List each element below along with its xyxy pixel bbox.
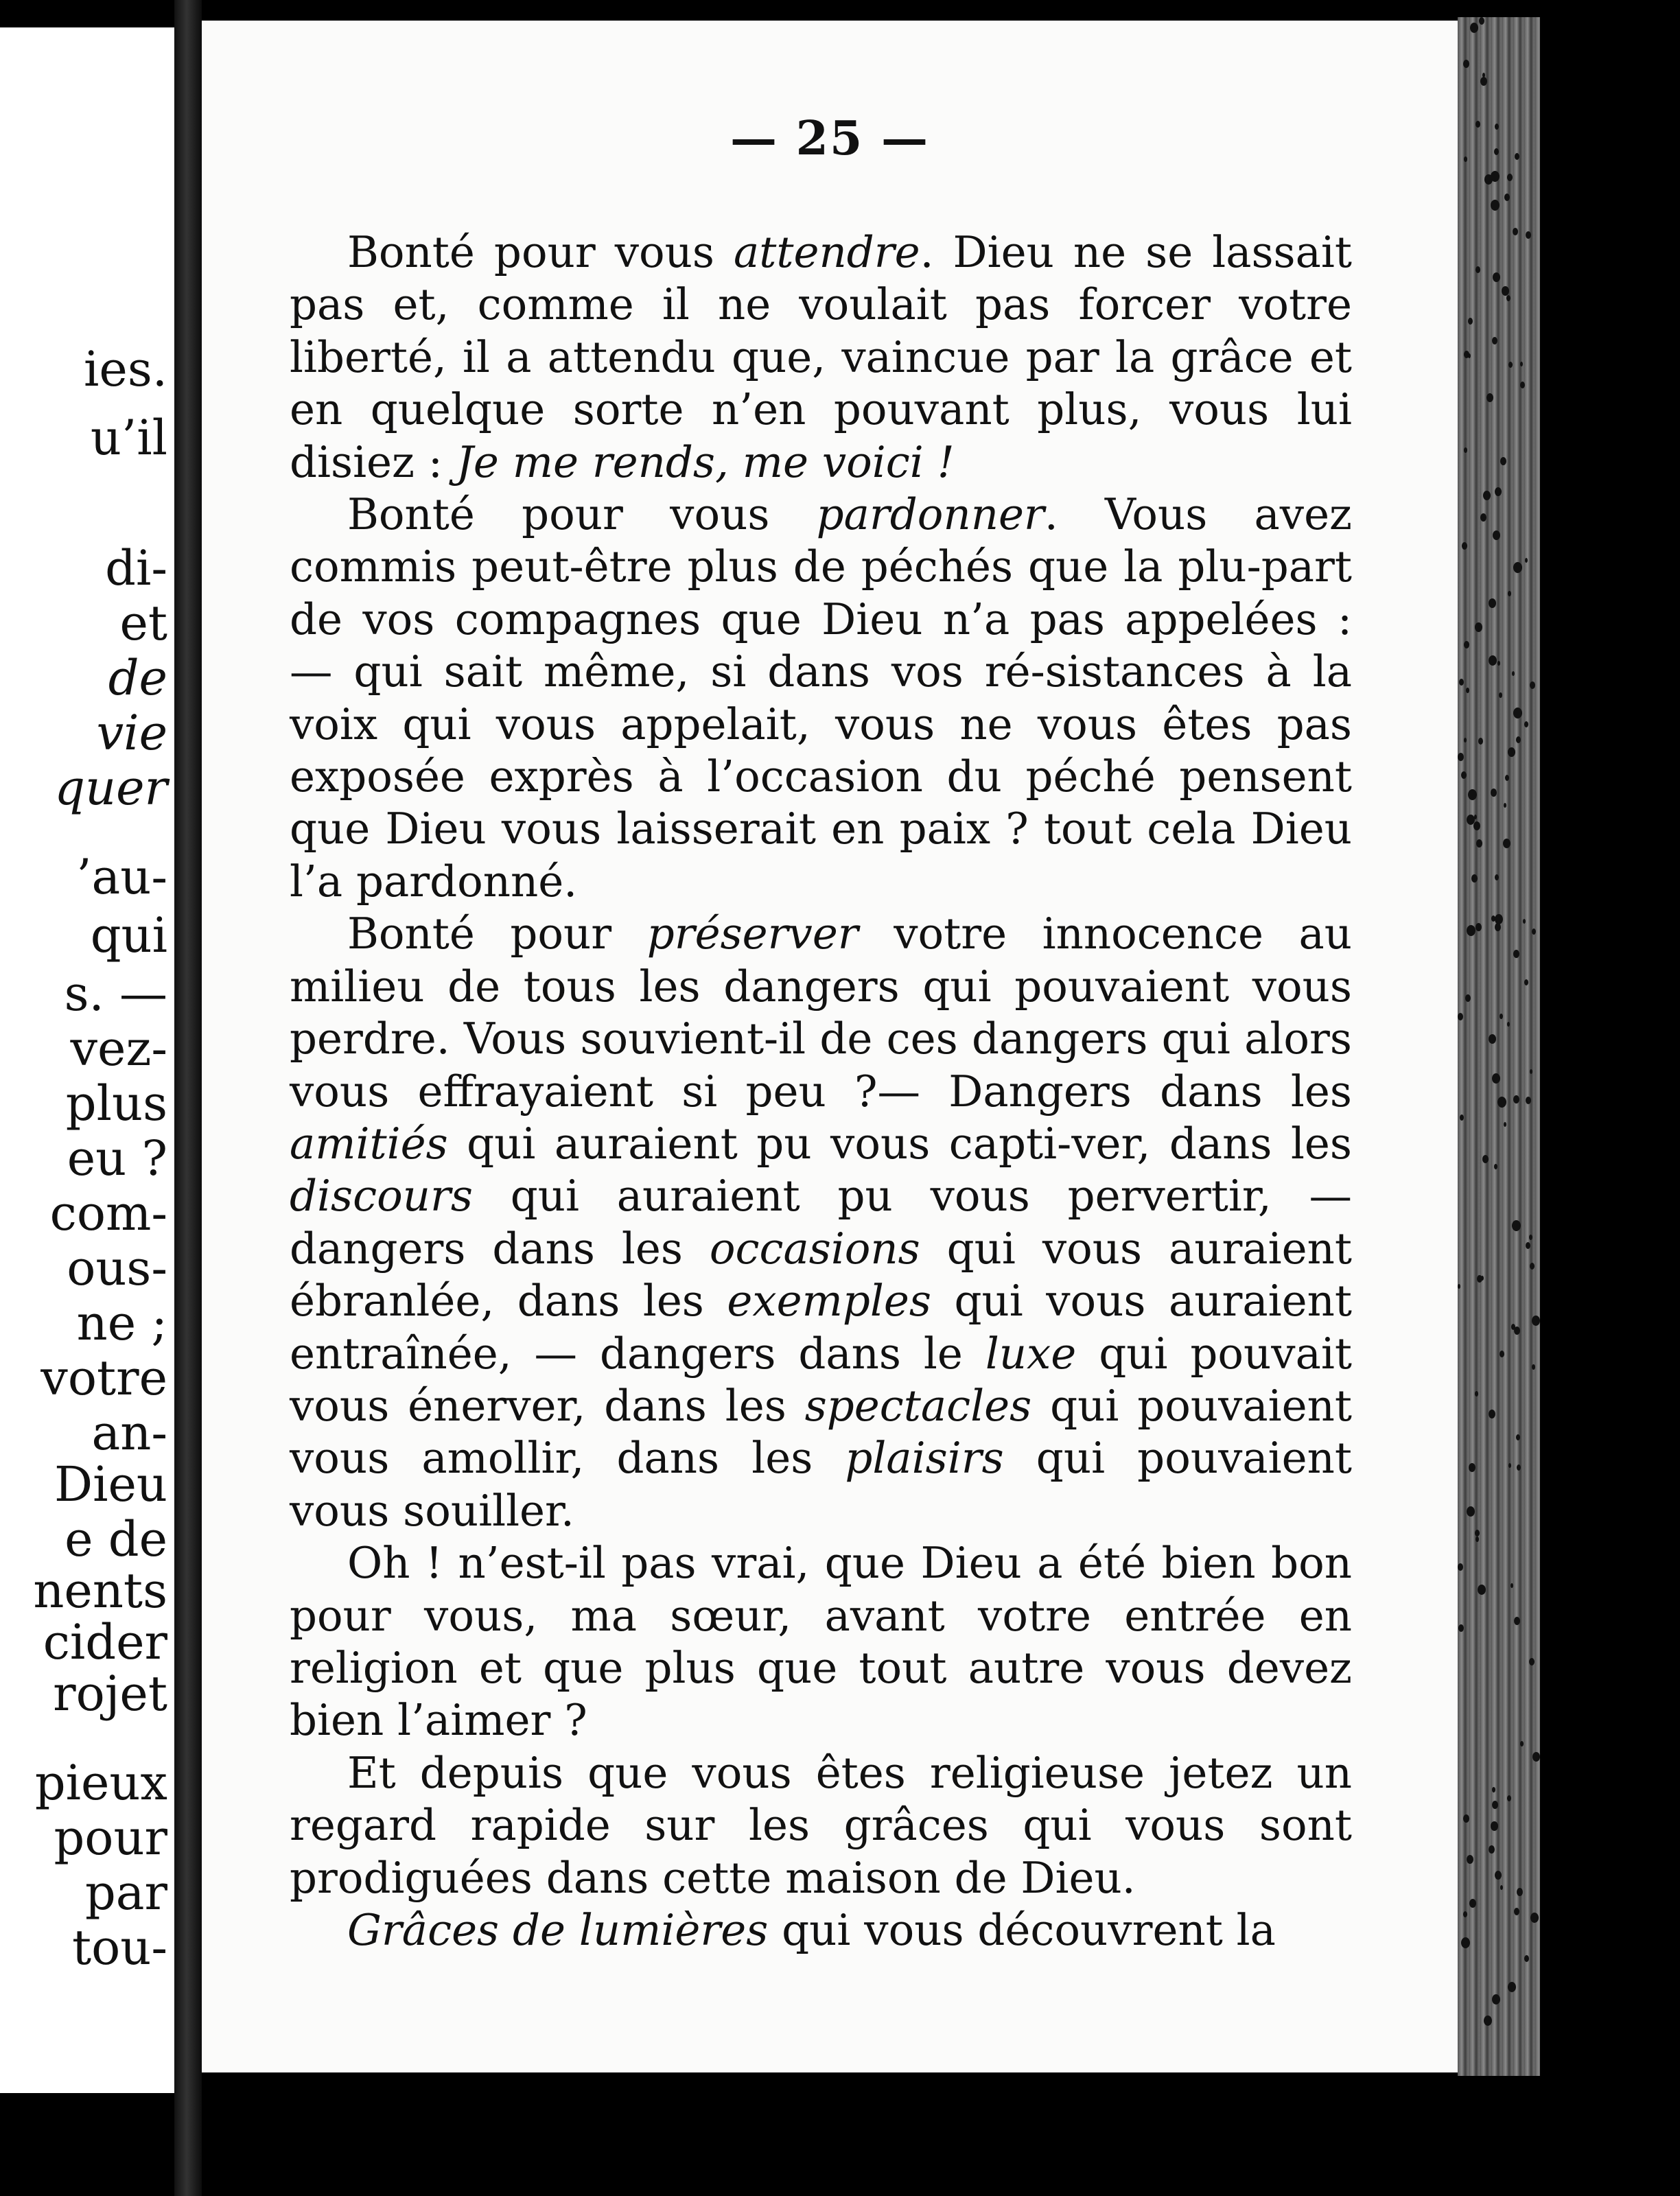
ink-speck — [1526, 1097, 1531, 1104]
previous-page-line: ne ; — [76, 1295, 167, 1351]
italic-text: spectacles — [804, 1380, 1032, 1431]
ink-speck — [1468, 318, 1473, 325]
ink-speck — [1460, 1114, 1464, 1121]
ink-speck — [1491, 171, 1500, 182]
ink-speck — [1491, 915, 1495, 922]
ink-speck — [1477, 1275, 1482, 1283]
ink-speck — [1469, 1899, 1476, 1908]
text-run: qui auraient pu vous capti-ver, dans les — [447, 1118, 1352, 1169]
ink-speck — [1514, 1908, 1519, 1915]
ink-speck — [1513, 950, 1519, 958]
ink-speck — [1513, 562, 1522, 573]
ink-speck — [1473, 821, 1480, 830]
ink-speck — [1475, 121, 1480, 128]
ink-speck — [1530, 1263, 1535, 1270]
italic-text: discours — [290, 1171, 473, 1222]
ink-speck — [1489, 1845, 1495, 1854]
ink-speck — [1520, 1741, 1524, 1747]
page-body-text — [290, 226, 1352, 1956]
ink-speck — [1491, 789, 1497, 797]
previous-page-line: de — [108, 650, 167, 706]
ink-speck — [1482, 73, 1485, 78]
ink-speck — [1508, 362, 1513, 368]
ink-speck — [1464, 156, 1467, 162]
ink-speck — [1510, 1583, 1513, 1588]
ink-speck — [1520, 382, 1525, 388]
ink-speck — [1504, 1122, 1506, 1127]
ink-speck — [1500, 457, 1506, 465]
ink-speck — [1513, 1095, 1519, 1103]
text-run: qui auraient pu vous pervertir, — dangers dans les — [290, 1171, 1352, 1274]
previous-page-line: an- — [91, 1405, 167, 1461]
ink-speck — [1462, 542, 1467, 550]
ink-speck — [1513, 708, 1522, 719]
previous-page-line: s. — — [64, 966, 167, 1022]
ink-speck — [1491, 1821, 1498, 1831]
previous-page-line: qui — [90, 907, 167, 963]
text-run: Bonté pour vous — [347, 227, 734, 277]
ink-speck — [1504, 803, 1506, 808]
ink-speck — [1524, 1955, 1529, 1962]
paragraph — [290, 1904, 1352, 1956]
ink-speck — [1493, 530, 1500, 540]
ink-speck — [1489, 1410, 1495, 1418]
ink-speck — [1479, 17, 1484, 25]
ink-speck — [1458, 1624, 1464, 1632]
ink-speck — [1532, 1364, 1535, 1370]
ink-speck — [1467, 815, 1475, 825]
ink-speck — [1483, 491, 1491, 500]
ink-speck — [1515, 153, 1519, 160]
ink-speck — [1470, 23, 1478, 33]
previous-page-line: par — [84, 1865, 167, 1921]
ink-speck — [1466, 688, 1469, 693]
ink-speck — [1486, 393, 1493, 402]
paragraph — [290, 908, 1352, 1537]
ink-speck — [1489, 655, 1497, 666]
text-run: qui vous découvrent la — [768, 1905, 1276, 1955]
ink-speck — [1516, 1434, 1520, 1440]
paragraph — [290, 226, 1352, 489]
ink-speck — [1475, 1391, 1478, 1397]
ink-speck — [1468, 789, 1477, 800]
ink-speck — [1492, 1801, 1498, 1809]
paragraph — [290, 1537, 1352, 1747]
ink-speck — [1512, 671, 1515, 676]
ink-speck — [1507, 174, 1513, 181]
ink-speck — [1530, 681, 1535, 689]
italic-text: occasions — [709, 1223, 920, 1274]
ink-speck — [1506, 295, 1510, 301]
page-stack-edge — [1458, 17, 1540, 2076]
ink-speck — [1526, 231, 1531, 239]
ink-speck — [1530, 1069, 1532, 1074]
ink-speck — [1517, 1888, 1523, 1896]
ink-speck — [1461, 771, 1467, 779]
ink-speck — [1476, 839, 1482, 848]
previous-page-line: com- — [49, 1185, 167, 1241]
previous-page-line: rojet — [53, 1666, 167, 1722]
ink-speck — [1514, 1617, 1520, 1625]
text-run: . Dieu ne se lassait pas et, comme il ne voulait pas forcer votre liberté, il a attendu que, vaincue par la grâce et en quelque sorte n’en pouvant plus, vous lui disiez : — [290, 227, 1352, 487]
ink-speck — [1497, 661, 1500, 666]
ink-speck — [1491, 200, 1500, 211]
ink-speck — [1475, 1530, 1480, 1537]
text-run: qui pouvaient vous souiller. — [290, 1433, 1352, 1536]
ink-speck — [1524, 721, 1528, 727]
ink-speck — [1467, 925, 1475, 936]
ink-speck — [1475, 266, 1480, 273]
ink-speck — [1464, 351, 1469, 358]
ink-speck — [1478, 738, 1483, 745]
ink-speck — [1508, 747, 1515, 757]
previous-page-line: tou- — [71, 1919, 167, 1976]
previous-page-line: nents — [33, 1563, 167, 1619]
italic-text: pardonner — [816, 489, 1045, 540]
previous-page-line: pour — [54, 1810, 167, 1866]
ink-speck — [1475, 1537, 1479, 1542]
ink-speck — [1461, 1937, 1470, 1948]
ink-speck — [1482, 1155, 1489, 1163]
previous-page-line: plus — [65, 1075, 167, 1132]
ink-speck — [1532, 928, 1536, 935]
ink-speck — [1507, 1022, 1510, 1027]
ink-speck — [1495, 923, 1501, 931]
italic-text: préserver — [646, 909, 859, 959]
ink-speck — [1500, 1351, 1504, 1357]
ink-speck — [1492, 337, 1497, 344]
ink-speck — [1497, 1097, 1506, 1108]
ink-speck — [1464, 738, 1467, 743]
previous-page-line: votre — [40, 1350, 167, 1406]
ink-speck — [1495, 1871, 1502, 1880]
ink-speck — [1500, 1885, 1503, 1890]
ink-speck — [1529, 1658, 1535, 1666]
ink-speck — [1508, 1982, 1516, 1992]
text-run: Bonté pour — [347, 909, 647, 959]
italic-text: exemples — [727, 1276, 931, 1327]
ink-speck — [1499, 692, 1502, 698]
previous-page-line: eu ? — [67, 1130, 167, 1187]
ink-speck — [1517, 1464, 1521, 1471]
ink-speck — [1512, 1220, 1521, 1231]
paragraph — [290, 1747, 1352, 1904]
ink-speck — [1520, 362, 1523, 366]
text-run: qui pouvaient vous amollir, dans les — [290, 1380, 1353, 1484]
ink-speck — [1502, 286, 1509, 296]
ink-speck — [1458, 1563, 1463, 1571]
ink-speck — [1469, 1463, 1475, 1472]
ink-speck — [1458, 1013, 1463, 1020]
ink-speck — [1463, 60, 1469, 68]
text-run: qui vous auraient ébranlée, dans les — [290, 1223, 1352, 1327]
ink-speck — [1464, 447, 1467, 453]
italic-text: Je me rends, me voici ! — [456, 436, 955, 487]
ink-speck — [1458, 1284, 1460, 1289]
ink-speck — [1493, 272, 1500, 282]
ink-speck — [1484, 2016, 1492, 2026]
ink-speck — [1532, 1752, 1540, 1762]
text-run: qui vous auraient entraînée, — dangers dans le — [290, 1276, 1352, 1379]
previous-page-line: u’il — [90, 410, 167, 466]
book-gutter — [174, 0, 202, 2196]
ink-speck — [1480, 513, 1486, 522]
ink-speck — [1532, 1316, 1540, 1326]
italic-text: amitiés — [290, 1118, 448, 1169]
ink-speck — [1464, 641, 1469, 649]
ink-speck — [1467, 1506, 1475, 1517]
ink-speck — [1463, 1814, 1469, 1823]
ink-speck — [1511, 1324, 1515, 1330]
ink-speck — [1489, 1034, 1496, 1044]
ink-speck — [1475, 923, 1482, 931]
ink-speck — [1504, 194, 1510, 201]
ink-speck — [1489, 598, 1496, 608]
italic-text: luxe — [985, 1328, 1077, 1379]
book-page — [202, 21, 1458, 2072]
ink-speck — [1492, 1787, 1495, 1792]
ink-speck — [1523, 919, 1526, 924]
ink-speck — [1494, 1164, 1497, 1169]
previous-page-line: ies. — [84, 341, 167, 397]
previous-page-line: di- — [105, 540, 167, 596]
previous-page-line: ous- — [67, 1240, 167, 1296]
previous-page-line: ’au- — [76, 849, 167, 905]
ink-speck — [1471, 874, 1478, 883]
page-number: — 25 — — [730, 111, 929, 166]
text-run: Bonté pour vous — [347, 489, 817, 540]
ink-speck — [1513, 228, 1518, 235]
ink-speck — [1492, 1994, 1500, 2005]
previous-page-line: cider — [43, 1614, 167, 1670]
ink-speck — [1529, 1235, 1532, 1240]
previous-page-line: pieux — [34, 1755, 167, 1811]
italic-text: attendre — [734, 227, 920, 277]
previous-page-line: Dieu — [54, 1456, 167, 1512]
text-run: votre innocence au milieu de tous les dangers qui pouvaient vous perdre. Vous souvient-il de ces dangers qui alors vous effrayaient si peu ?— Dangers dans les — [290, 909, 1352, 1117]
previous-page-fragment — [0, 27, 177, 2093]
ink-speck — [1495, 124, 1499, 130]
scan-border — [1540, 0, 1680, 2196]
text-run: Oh ! n’est-il pas vrai, que Dieu a été bien bon pour vous, ma sœur, avant votre entrée en religion et que plus que tout autre vous devez bien l’aimer ? — [290, 1538, 1352, 1746]
ink-speck — [1524, 979, 1528, 985]
previous-page-line: quer — [54, 760, 167, 816]
previous-page-line: vie — [96, 705, 167, 761]
ink-speck — [1516, 736, 1521, 743]
ink-speck — [1503, 839, 1510, 848]
ink-speck — [1525, 558, 1528, 563]
ink-speck — [1526, 1242, 1530, 1249]
previous-page-line: et — [119, 595, 167, 651]
ink-speck — [1478, 1585, 1486, 1595]
ink-speck — [1508, 1463, 1511, 1468]
ink-speck — [1492, 1073, 1500, 1084]
ink-speck — [1475, 622, 1482, 632]
ink-speck — [1480, 77, 1487, 86]
ink-speck — [1459, 679, 1464, 686]
ink-speck — [1495, 874, 1499, 880]
text-run: qui pouvait vous énerver, dans les — [290, 1328, 1352, 1431]
italic-text: Grâces de lumières — [347, 1905, 769, 1955]
text-run: Et depuis que vous êtes religieuse jetez un regard rapide sur les grâces qui vous sont prodiguées dans cette maison de Dieu. — [290, 1747, 1352, 1903]
ink-speck — [1465, 994, 1471, 1002]
ink-speck — [1507, 1795, 1511, 1801]
ink-speck — [1495, 487, 1502, 496]
paragraph — [290, 489, 1352, 908]
italic-text: plaisirs — [845, 1433, 1004, 1484]
text-run: . Vous avez commis peut-être plus de péchés que la plu-part de vos compagnes que Dieu n’a pas appelées : — qui sait même, si dans vos ré-sistances à la voix qui vous appelait, vous ne vous êtes pas exposée exprès à l’occasion du péché pensent que Dieu vous laisserait en paix ? tout cela Dieu l’a pardonné. — [290, 489, 1352, 907]
previous-page-line: e de — [65, 1511, 167, 1567]
ink-speck — [1508, 591, 1511, 596]
ink-speck — [1494, 148, 1499, 155]
ink-speck — [1530, 1913, 1539, 1923]
ink-speck — [1467, 1855, 1473, 1864]
ink-speck — [1500, 1014, 1503, 1019]
ink-speck — [1463, 1911, 1467, 1917]
previous-page-line: vez- — [70, 1020, 167, 1077]
ink-speck — [1458, 753, 1464, 761]
ink-speck — [1505, 775, 1509, 781]
